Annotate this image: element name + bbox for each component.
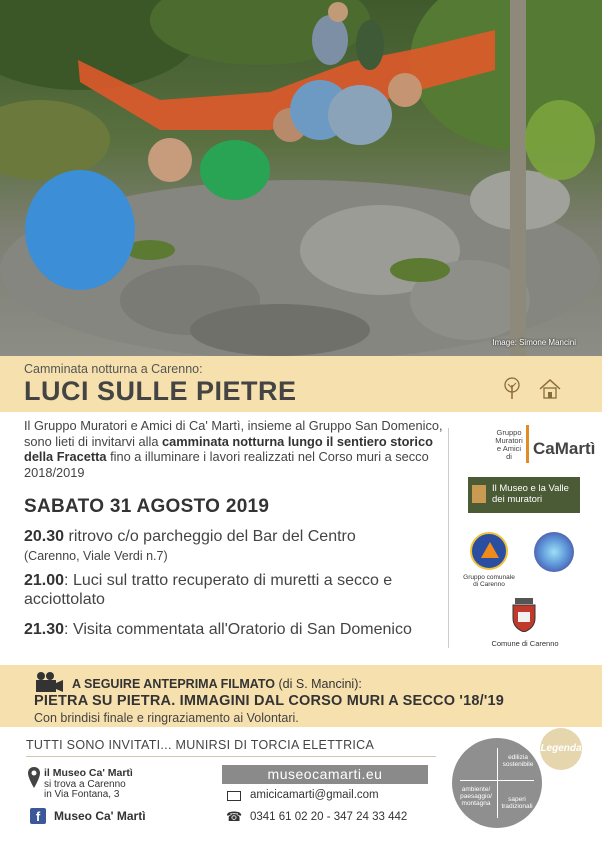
address-name: il Museo Ca' Martì (44, 767, 133, 779)
legend-item: ambiente/ paesaggio/ montagna (460, 786, 492, 807)
address (44, 768, 133, 801)
event-subtitle: Camminata notturna a Carenno: (24, 362, 203, 376)
program-text: : Luci sul tratto recuperato di muretti a secco e acciottolato (24, 572, 393, 608)
location-pin-icon (27, 766, 41, 790)
film-camera-icon (34, 671, 64, 693)
film-lead (72, 677, 362, 691)
band-icons (500, 376, 562, 400)
program-text: : Visita commentata all'Oratorio di San Domenico (64, 621, 412, 638)
website-link[interactable]: museocamarti.eu (222, 765, 428, 784)
invite-line: TUTTI SONO INVITATI... MUNIRSI DI TORCIA ELETTRICA (26, 738, 375, 752)
ca-marti-logo-text: Gruppo Muratori e Amici di (495, 428, 523, 461)
photo-credit: Image: Simone Mancini (492, 338, 576, 347)
film-credit: (di S. Mancini): (275, 677, 362, 691)
event-title: LUCI SULLE PIETRE (24, 376, 297, 406)
ca-marti-mark: CaMartì (533, 439, 596, 458)
intro-text-2: fino a illuminare i lavori realizzati nel Corso muri a secco 2018/2019 (24, 449, 429, 480)
program-note: (Carenno, Viale Verdi n.7) (24, 549, 168, 563)
program-time: 21.00 (24, 572, 65, 589)
museo-valle-text: Il Museo e la Valle dei muratori (492, 483, 569, 505)
program-time: 21.30 (24, 621, 65, 638)
phone-icon: ☎ (226, 809, 243, 824)
intro-text-1: Il Gruppo Muratori e Amici di Ca' Martì, insieme al Gruppo San Domenico, sono lieti di invitarvi alla (24, 418, 443, 449)
legend-item: edilizia sostenibile (502, 754, 534, 768)
program-item (24, 620, 444, 639)
mail-icon (227, 791, 241, 801)
phone-number: 0341 61 02 20 - 347 24 33 442 (250, 811, 408, 823)
facebook-icon[interactable]: f (30, 808, 46, 824)
program-item (24, 527, 444, 566)
protezione-civile-logo (470, 532, 508, 570)
hero-photo (0, 0, 602, 356)
film-lead-bold: A SEGUIRE ANTEPRIMA FILMATO (72, 677, 276, 691)
tree-icon (500, 376, 524, 400)
film-title: PIETRA SU PIETRA. IMMAGINI DAL CORSO MURI A SECCO '18/'19 (34, 693, 504, 709)
protezione-civile-caption: Gruppo comunale di Carenno (463, 574, 515, 588)
title-band (0, 356, 602, 412)
divider (448, 428, 449, 648)
film-note: Con brindisi finale e ringraziamento ai Volontari. (34, 711, 299, 725)
comune-caption: Comune di Carenno (491, 639, 559, 648)
house-icon (538, 376, 562, 400)
legend-badge (452, 738, 542, 828)
program-time: 20.30 (24, 528, 65, 545)
intro-text-bold: camminata notturna lungo il sentiero storico della Fracetta (24, 433, 433, 464)
divider (26, 756, 436, 757)
ca-marti-logo (494, 423, 596, 467)
facebook-link[interactable]: Museo Ca' Martì (54, 809, 146, 823)
comune-crest-icon (511, 598, 537, 632)
star-logo (534, 532, 574, 572)
museo-valle-mark (472, 485, 486, 503)
email-link[interactable]: amicicamarti@gmail.com (250, 789, 379, 801)
event-date: SABATO 31 AGOSTO 2019 (24, 496, 270, 517)
intro-paragraph (24, 418, 444, 480)
museo-valle-logo (468, 477, 580, 513)
film-band (0, 665, 602, 727)
program-text: ritrovo c/o parcheggio del Bar del Centro (64, 528, 356, 545)
address-line2: in Via Fontana, 3 (44, 789, 120, 800)
legend-label: Legenda (540, 728, 582, 770)
address-line1: si trova a Carenno (44, 778, 126, 790)
program-item (24, 571, 444, 609)
legend-item: saperi tradizionali (501, 796, 533, 810)
